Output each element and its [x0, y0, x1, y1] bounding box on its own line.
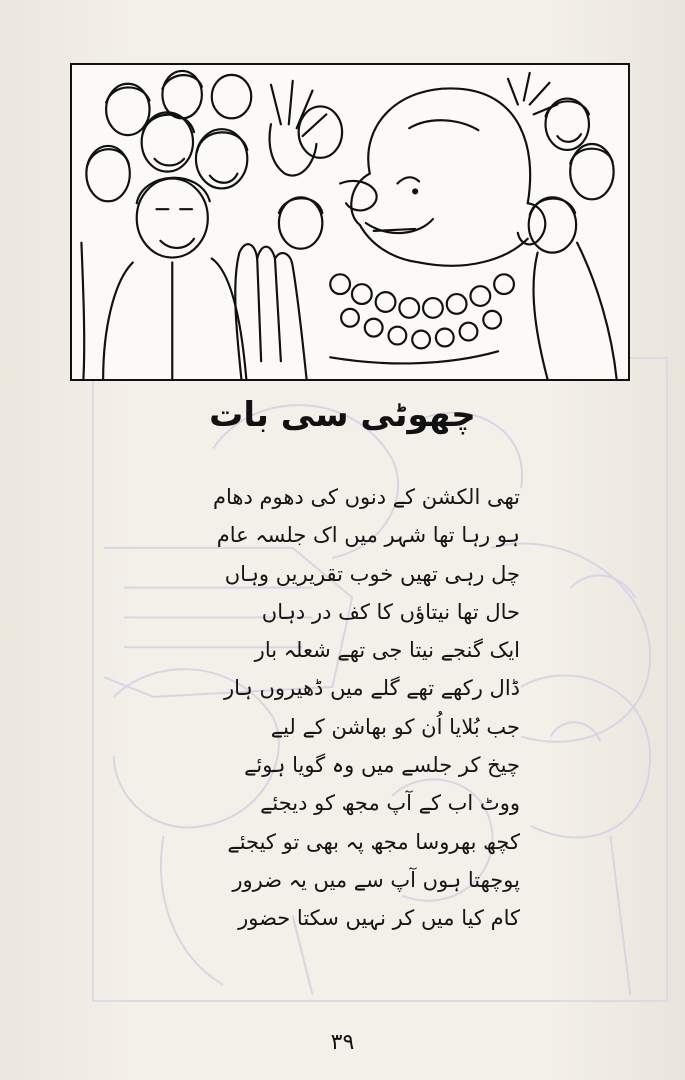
crowd-left — [81, 71, 342, 379]
garlands — [330, 274, 514, 363]
poem-line: پوچھتا ہوں آپ سے میں یہ ضرور — [232, 867, 520, 892]
poem-line: جب بُلایا اُن کو بھاشن کے لیے — [270, 714, 520, 739]
poem-line: ڈال رکھے تھے گلے میں ڈھیروں ہار — [223, 676, 520, 701]
poem-line: ووٹ اب کے آپ مجھ کو دیجئے — [260, 791, 520, 816]
poem-line: کام کیا میں کر نہیں سکتا حضور — [238, 906, 520, 931]
poem-line: ایک گنجے نیتا جی تھے شعلہ بار — [254, 638, 520, 663]
crowd-right — [508, 73, 617, 379]
poem-line: تھی الکشن کے دنوں کی دھوم دھام — [212, 485, 520, 509]
poem-line: چل رہی تھیں خوب تقریریں وہاں — [224, 561, 520, 586]
cartoon-illustration — [70, 63, 630, 381]
poem-line: چیخ کر جلسے میں وہ گویا ہوئے — [244, 753, 520, 778]
poem-line: کچھ بھروسا مجھ پہ بھی تو کیجئے — [227, 829, 520, 854]
poem-line: ہو رہا تھا شہر میں اک جلسہ عام — [216, 523, 520, 548]
poem-body — [180, 478, 520, 938]
bald-leader — [340, 88, 545, 265]
folded-hands — [235, 244, 306, 379]
poem-line: حال تھا نیتاؤں کا کف در دہاں — [261, 599, 520, 624]
poem-title: چھوٹی سی بات — [209, 395, 476, 435]
page-number: ۳۹ — [330, 1030, 355, 1055]
